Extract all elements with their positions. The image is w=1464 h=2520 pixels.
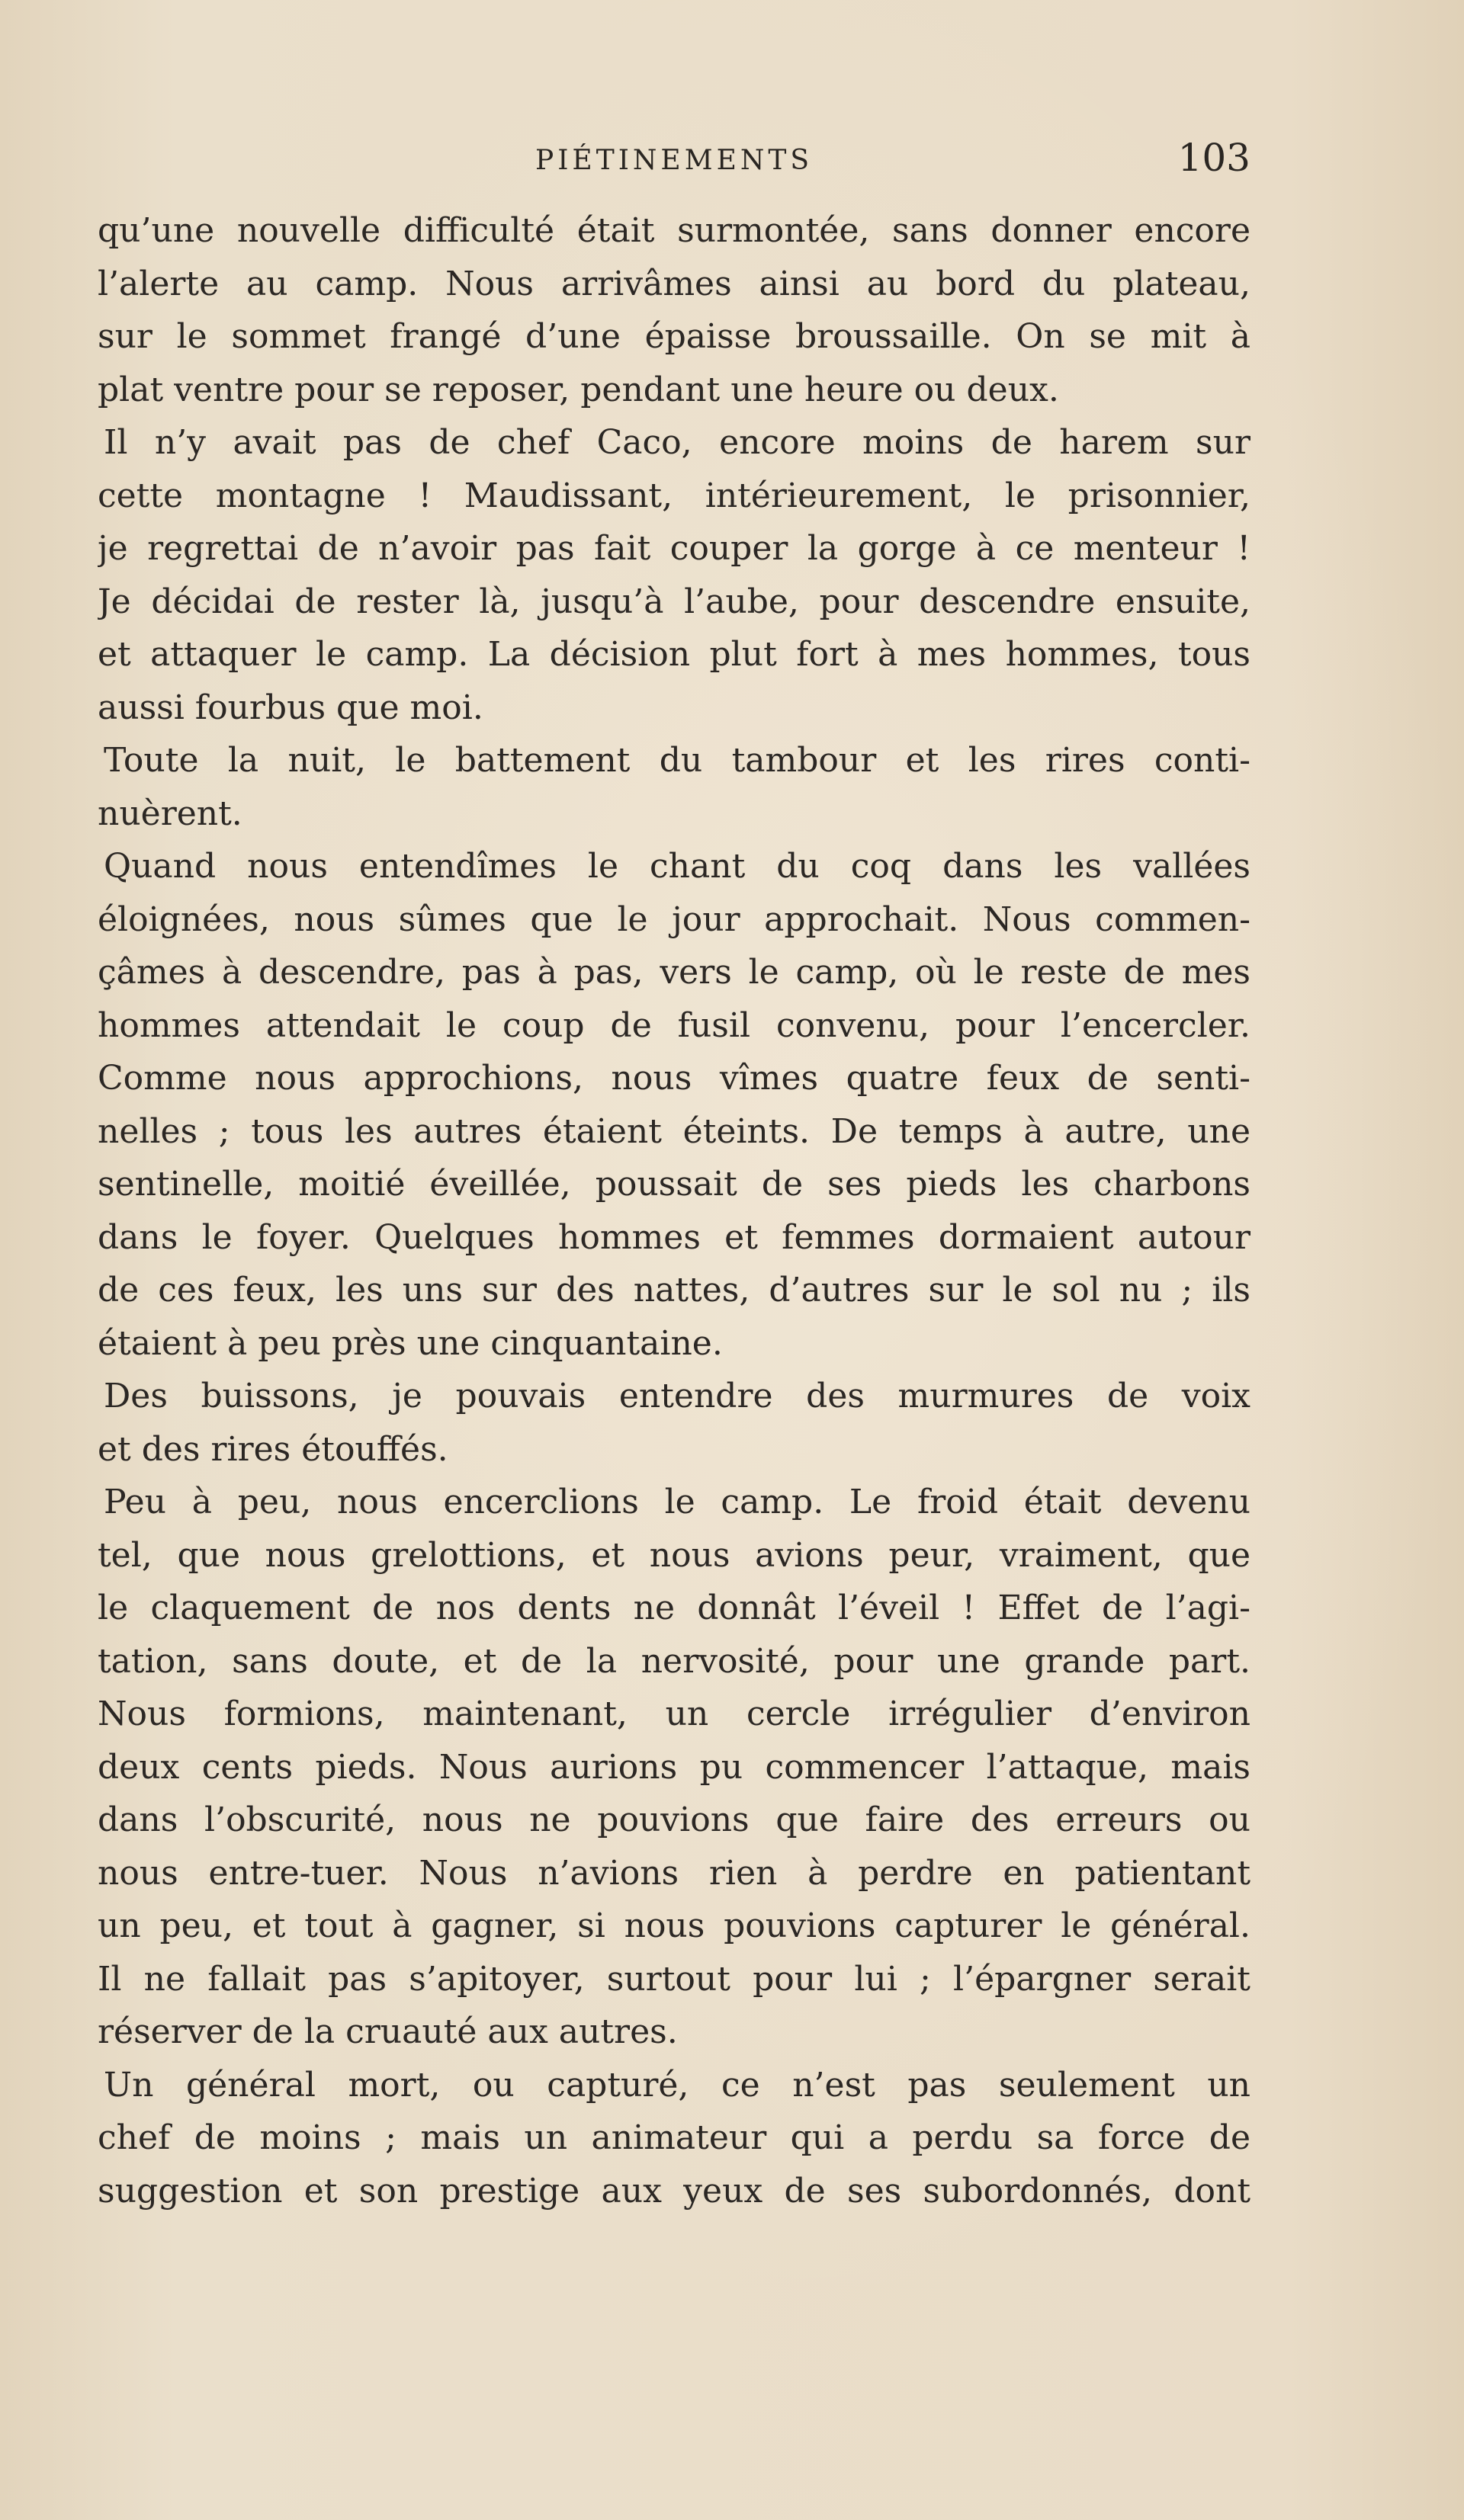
text-line: suggestion et son prestige aux yeux de ses subordonnés, dont bbox=[98, 2171, 1250, 2211]
text-line: Peu à peu, nous encerclions le camp. Le froid était devenu bbox=[104, 1483, 1250, 1521]
page-number: 103 bbox=[1177, 136, 1250, 180]
text-line: nuèrent. bbox=[98, 794, 242, 833]
text-line: çâmes à descendre, pas à pas, vers le camp, où le reste de mes bbox=[98, 953, 1250, 992]
text-line: l’alerte au camp. Nous arrivâmes ainsi au bord du plateau, bbox=[98, 264, 1250, 303]
text-line: deux cents pieds. Nous aurions pu commencer l’attaque, mais bbox=[98, 1747, 1250, 1787]
text-line: Je décidai de rester là, jusqu’à l’aube, pour descendre ensuite, bbox=[98, 582, 1250, 621]
text-line: un peu, et tout à gagner, si nous pouvions capturer le général. bbox=[98, 1906, 1250, 1945]
text-line: chef de moins ; mais un animateur qui a perdu sa force de bbox=[98, 2118, 1250, 2157]
text-line: aussi fourbus que moi. bbox=[98, 688, 483, 727]
text-line: réserver de la cruauté aux autres. bbox=[98, 2012, 678, 2051]
text-line: je regrettai de n’avoir pas fait couper la gorge à ce menteur ! bbox=[98, 529, 1250, 568]
text-line: nelles ; tous les autres étaient éteints. De temps à autre, une bbox=[98, 1111, 1250, 1151]
body-text bbox=[98, 204, 1250, 2217]
text-line: sur le sommet frangé d’une épaisse broussaille. On se mit à bbox=[98, 317, 1250, 356]
text-line: cette montagne ! Maudissant, intérieurement, le prisonnier, bbox=[98, 476, 1250, 515]
text-line: Il n’y avait pas de chef Caco, encore moins de harem sur bbox=[104, 423, 1250, 462]
text-line: de ces feux, les uns sur des nattes, d’autres sur le sol nu ; ils bbox=[98, 1271, 1250, 1310]
text-line: Des buissons, je pouvais entendre des murmures de voix bbox=[104, 1377, 1250, 1415]
text-line: éloignées, nous sûmes que le jour approchait. Nous commen- bbox=[98, 899, 1250, 939]
text-line: Toute la nuit, le battement du tambour et les rires conti- bbox=[104, 741, 1250, 780]
page-header bbox=[98, 136, 1250, 181]
text-line: plat ventre pour se reposer, pendant une heure ou deux. bbox=[98, 370, 1059, 409]
text-line: Comme nous approchions, nous vîmes quatre feux de senti- bbox=[98, 1059, 1250, 1098]
text-line: et des rires étouffés. bbox=[98, 1429, 448, 1469]
text-line: sentinelle, moitié éveillée, poussait de ses pieds les charbons bbox=[98, 1165, 1250, 1204]
text-line: Quand nous entendîmes le chant du coq dans les vallées bbox=[104, 847, 1250, 886]
text-line: Il ne fallait pas s’apitoyer, surtout pour lui ; l’épargner serait bbox=[98, 1959, 1250, 1999]
running-title: PIÉTINEMENTS bbox=[535, 145, 814, 176]
text-line: Nous formions, maintenant, un cercle irrégulier d’environ bbox=[98, 1694, 1250, 1733]
text-line: hommes attendait le coup de fusil convenu, pour l’encercler. bbox=[98, 1005, 1250, 1045]
text-line: dans l’obscurité, nous ne pouvions que faire des erreurs ou bbox=[98, 1800, 1250, 1839]
text-line: Un général mort, ou capturé, ce n’est pas seulement un bbox=[104, 2065, 1250, 2105]
text-line: tation, sans doute, et de la nervosité, pour une grande part. bbox=[98, 1641, 1250, 1681]
text-line: étaient à peu près une cinquantaine. bbox=[98, 1323, 723, 1363]
text-line: nous entre-tuer. Nous n’avions rien à perdre en patientant bbox=[98, 1853, 1250, 1893]
text-line: qu’une nouvelle difficulté était surmontée, sans donner encore bbox=[98, 211, 1250, 250]
text-line: dans le foyer. Quelques hommes et femmes dormaient autour bbox=[98, 1217, 1250, 1257]
text-line: le claquement de nos dents ne donnât l’éveil ! Effet de l’agi- bbox=[98, 1589, 1250, 1627]
text-line: tel, que nous grelottions, et nous avions peur, vraiment, que bbox=[98, 1535, 1250, 1575]
text-line: et attaquer le camp. La décision plut fort à mes hommes, tous bbox=[98, 635, 1250, 674]
